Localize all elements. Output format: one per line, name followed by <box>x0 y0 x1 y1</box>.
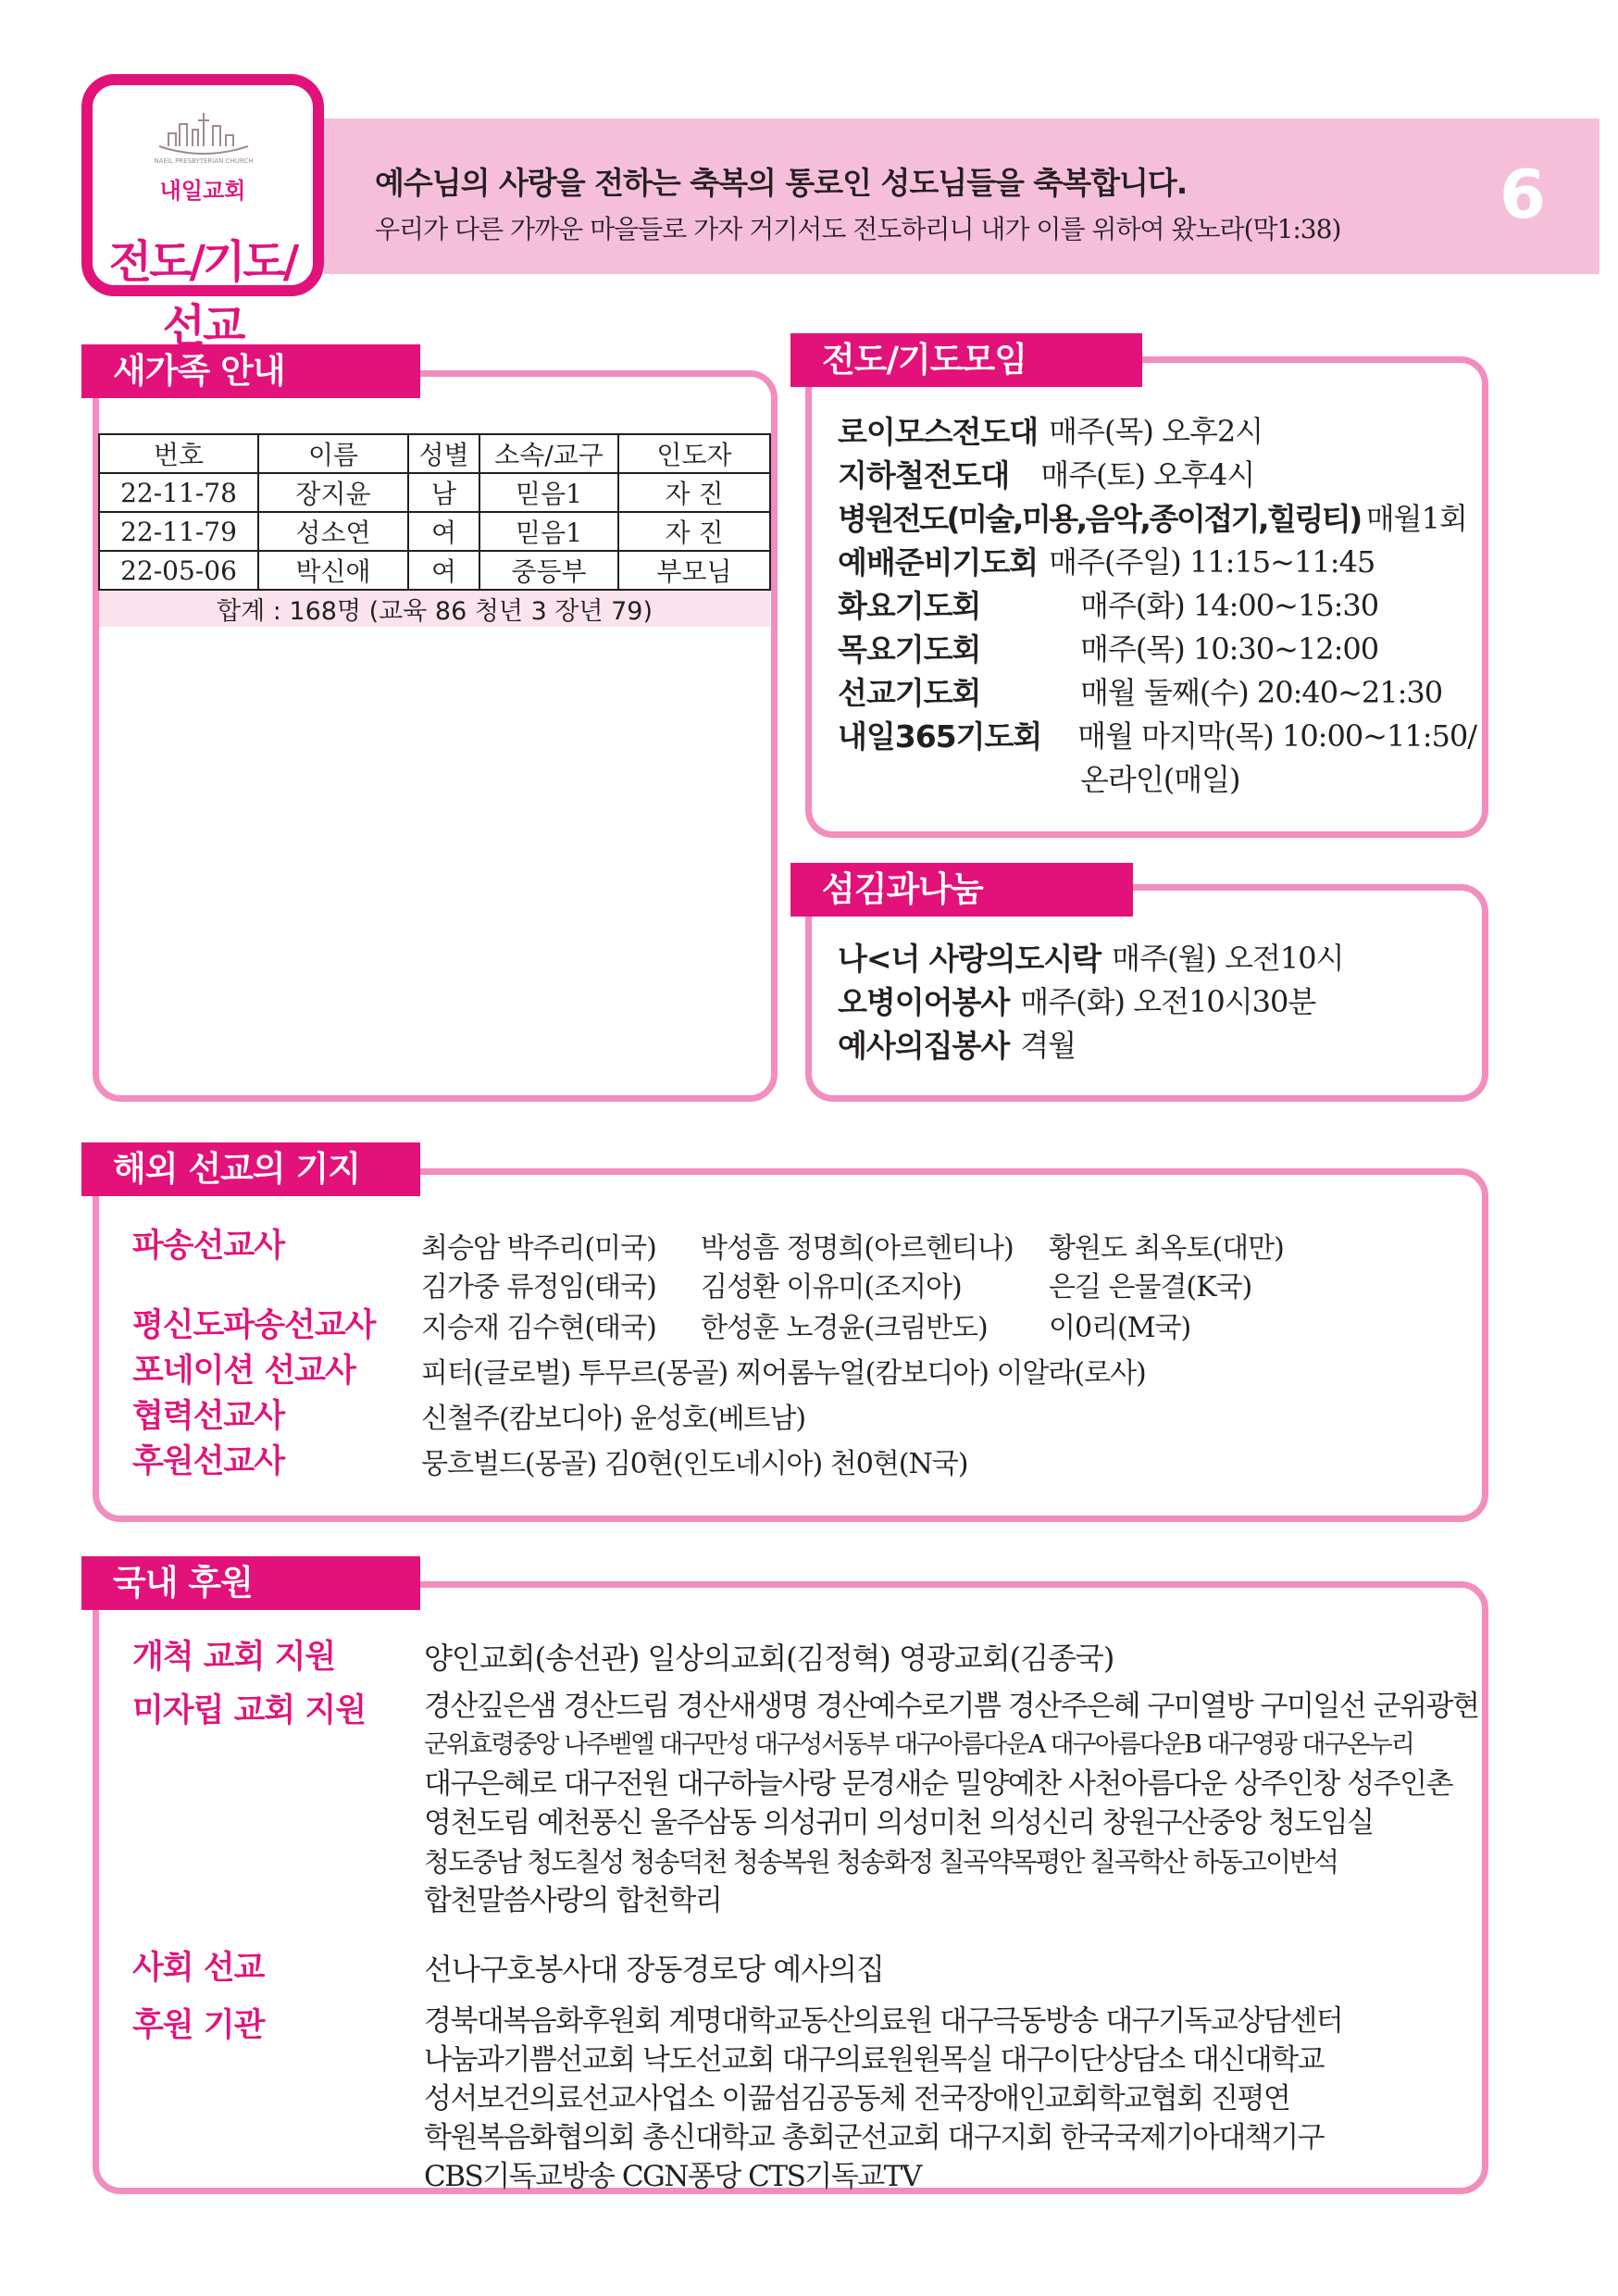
list-item <box>838 584 1476 628</box>
cell-guide: 자 진 <box>618 512 770 551</box>
page-number: 6 <box>1500 156 1547 233</box>
column-header: 번호 <box>99 434 258 473</box>
cell-guide: 자 진 <box>618 473 770 512</box>
table-row <box>99 512 770 551</box>
cell-name: 장지윤 <box>258 473 408 512</box>
meeting-time-continued: 온라인(매일) <box>1080 762 1240 797</box>
missionary-names: 김성환 이유미(조지아) <box>701 1271 962 1304</box>
list-item: 대구은혜로 대구전원 대구하늘사랑 문경새순 밀양예찬 사천아름다운 상주인창 성주인촌 <box>424 1767 1452 1801</box>
meeting-name: 목요기도회 <box>838 631 981 668</box>
list-item: 경북대복음화후원회 계명대학교동산의료원 대구극동방송 대구기독교상담센터 <box>424 2004 1343 2038</box>
missionary-label: 평신도파송선교사 <box>132 1307 376 1344</box>
pioneer-churches: 양인교회(송선관) 일상의교회(김정혁) 영광교회(김종국) <box>424 1641 1114 1676</box>
service-name: 나<너 사랑의도시락 <box>838 941 1101 977</box>
cell-name: 박신애 <box>258 551 408 590</box>
social-mission-list: 선나구호봉사대 장동경로당 예사의집 <box>424 1952 884 1987</box>
cell-gender: 여 <box>408 551 479 590</box>
svg-text:NAEIL PRESBYTERIAN CHURCH: NAEIL PRESBYTERIAN CHURCH <box>154 157 254 165</box>
column-header: 인도자 <box>618 434 770 473</box>
service-name: 오병이어봉사 <box>838 984 1010 1020</box>
new-family-tab: 새가족 안내 <box>81 344 420 398</box>
meeting-time: 매월 둘째(수) 20:40~21:30 <box>1080 675 1443 710</box>
column-header: 이름 <box>258 434 408 473</box>
meeting-name: 예배준비기도회 <box>838 544 1039 580</box>
social-mission-label: 사회 선교 <box>132 1950 265 1987</box>
meeting-time: 매주(주일) 11:15~11:45 <box>1049 544 1375 580</box>
list-item <box>838 541 1476 584</box>
list-item <box>838 980 1476 1024</box>
support-agency-list <box>424 2002 1470 2196</box>
meeting-name: 병원전도(미술,미용,음악,종이접기,힐링티) <box>838 501 1361 537</box>
meeting-time: 매주(목) 10:30~12:00 <box>1080 631 1379 667</box>
cell-number: 22-11-78 <box>99 473 258 512</box>
missionary-label: 파송선교사 <box>132 1228 285 1265</box>
list-item: CBS기독교방송 CGN퐁당 CTS기독교TV <box>424 2160 921 2193</box>
missionary-names: 김가중 류정임(태국) <box>421 1271 656 1304</box>
meeting-name: 로이모스전도대 <box>838 414 1039 450</box>
new-family-table <box>98 433 771 627</box>
column-header: 소속/교구 <box>479 434 618 473</box>
meeting-name: 화요기도회 <box>838 588 981 624</box>
list-item <box>838 937 1476 980</box>
meeting-name: 내일365기도회 <box>838 718 1042 755</box>
missionary-names: 은길 은물결(K국) <box>1049 1271 1252 1304</box>
list-item <box>838 454 1476 497</box>
meeting-time: 매주(토) 오후4시 <box>1040 457 1255 493</box>
cell-group: 믿음1 <box>479 512 618 551</box>
missionary-names: 뭉흐벌드(몽골) 김0현(인도네시아) 천0현(N국) <box>421 1448 968 1480</box>
header-verse: 우리가 다른 가까운 마을들로 가자 거기서도 전도하리니 내가 이를 위하여 왔노라(막1:38) <box>375 214 1341 244</box>
service-time: 매주(화) 오전10시30분 <box>1020 984 1316 1019</box>
service-time: 매주(월) 오전10시 <box>1112 941 1344 976</box>
missionary-names: 이0리(M국) <box>1049 1312 1191 1344</box>
meeting-time: 매월 마지막(목) 10:00~11:50/ <box>1077 718 1476 754</box>
list-item: 나눔과기쁨선교회 낙도선교회 대구의료원원목실 대구이단상담소 대신대학교 <box>424 2043 1325 2077</box>
missionary-names: 황원도 최옥토(대만) <box>1049 1232 1284 1265</box>
prayer-tab: 전도/기도모임 <box>790 333 1142 387</box>
prayer-list <box>838 410 1476 802</box>
domestic-tab: 국내 후원 <box>81 1556 420 1610</box>
church-name: 내일교회 <box>159 178 246 204</box>
list-item-continued <box>838 758 1476 802</box>
cell-number: 22-11-79 <box>99 512 258 551</box>
small-church-label: 미자립 교회 지원 <box>132 1692 367 1729</box>
header-blessing: 예수님의 사랑을 전하는 축복의 통로인 성도님들을 축복합니다. <box>375 165 1188 201</box>
table-row <box>99 473 770 512</box>
table-row <box>99 551 770 590</box>
list-item: 청도중남 청도칠성 청송덕천 청송복원 청송화정 칠곡약목평안 칠곡학산 하동고이반석 <box>424 1846 1338 1878</box>
section-logo-box <box>81 74 324 352</box>
missionary-names: 박성흠 정명희(아르헨티나) <box>701 1232 1014 1265</box>
section-title: 전도/기도/선교 <box>108 236 297 352</box>
cell-guide: 부모님 <box>618 551 770 590</box>
service-time: 격월 <box>1020 1028 1077 1063</box>
pioneer-label: 개척 교회 지원 <box>132 1639 336 1676</box>
total-count: 합계 : 168명 (교육 86 청년 3 장년 79) <box>99 590 770 627</box>
cell-gender: 여 <box>408 512 479 551</box>
meeting-time: 매주(목) 오후2시 <box>1049 414 1263 449</box>
list-item: 경산깊은샘 경산드림 경산새생명 경산예수로기쁨 경산주은혜 구미열방 구미일선 군위광현 <box>424 1690 1479 1723</box>
list-item: 합천말씀사랑의 합천학리 <box>424 1884 722 1917</box>
cell-gender: 남 <box>408 473 479 512</box>
cell-group: 믿음1 <box>479 473 618 512</box>
list-item <box>838 1024 1476 1067</box>
missionary-names: 피터(글로벌) 투무르(몽골) 찌어롬누얼(캄보디아) 이알라(로사) <box>421 1357 1146 1390</box>
serve-tab: 섬김과나눔 <box>790 863 1133 917</box>
overseas-tab: 해외 선교의 기지 <box>81 1142 420 1196</box>
meeting-name: 선교기도회 <box>838 675 981 711</box>
list-item: 영천도림 예천풍신 울주삼동 의성귀미 의성미천 의성신리 창원구산중앙 청도임실 <box>424 1806 1374 1840</box>
missionary-label: 후원선교사 <box>132 1443 285 1480</box>
cell-number: 22-05-06 <box>99 551 258 590</box>
column-header: 성별 <box>408 434 479 473</box>
list-item <box>838 628 1476 671</box>
meeting-name: 지하철전도대 <box>838 457 1010 493</box>
meeting-time: 매주(화) 14:00~15:30 <box>1080 588 1379 623</box>
missionary-names: 지승재 김수현(태국) <box>421 1312 656 1344</box>
missionary-names: 신철주(캄보디아) 윤성호(베트남) <box>421 1403 806 1435</box>
service-name: 예사의집봉사 <box>838 1028 1010 1064</box>
list-item: 군위효령중앙 나주벧엘 대구만성 대구성서동부 대구아름다운A 대구아름다운B 대구영광 대구온누리 <box>424 1730 1413 1759</box>
missionary-label: 협력선교사 <box>132 1398 285 1435</box>
list-item <box>838 497 1476 541</box>
support-agency-label: 후원 기관 <box>132 2007 265 2044</box>
list-item <box>838 410 1476 454</box>
list-item: 학원복음화협의회 총신대학교 총회군선교회 대구지회 한국국제기아대책기구 <box>424 2121 1325 2154</box>
small-church-list <box>424 1687 1479 1920</box>
missionary-names: 한성훈 노경윤(크림반도) <box>701 1312 988 1344</box>
meeting-time: 매월1회 <box>1365 501 1467 536</box>
missionary-label: 포네이션 선교사 <box>132 1353 355 1390</box>
serve-list <box>838 937 1476 1067</box>
cell-group: 중등부 <box>479 551 618 590</box>
missionary-names: 최승암 박주리(미국) <box>421 1232 656 1265</box>
table-header-row <box>99 434 770 473</box>
list-item: 성서보건의료선교사업소 이끎섬김공동체 전국장애인교회학교협회 진평연 <box>424 2082 1290 2115</box>
list-item <box>838 671 1476 715</box>
cell-name: 성소연 <box>258 512 408 551</box>
table-total-row <box>99 590 770 627</box>
list-item <box>838 715 1476 758</box>
